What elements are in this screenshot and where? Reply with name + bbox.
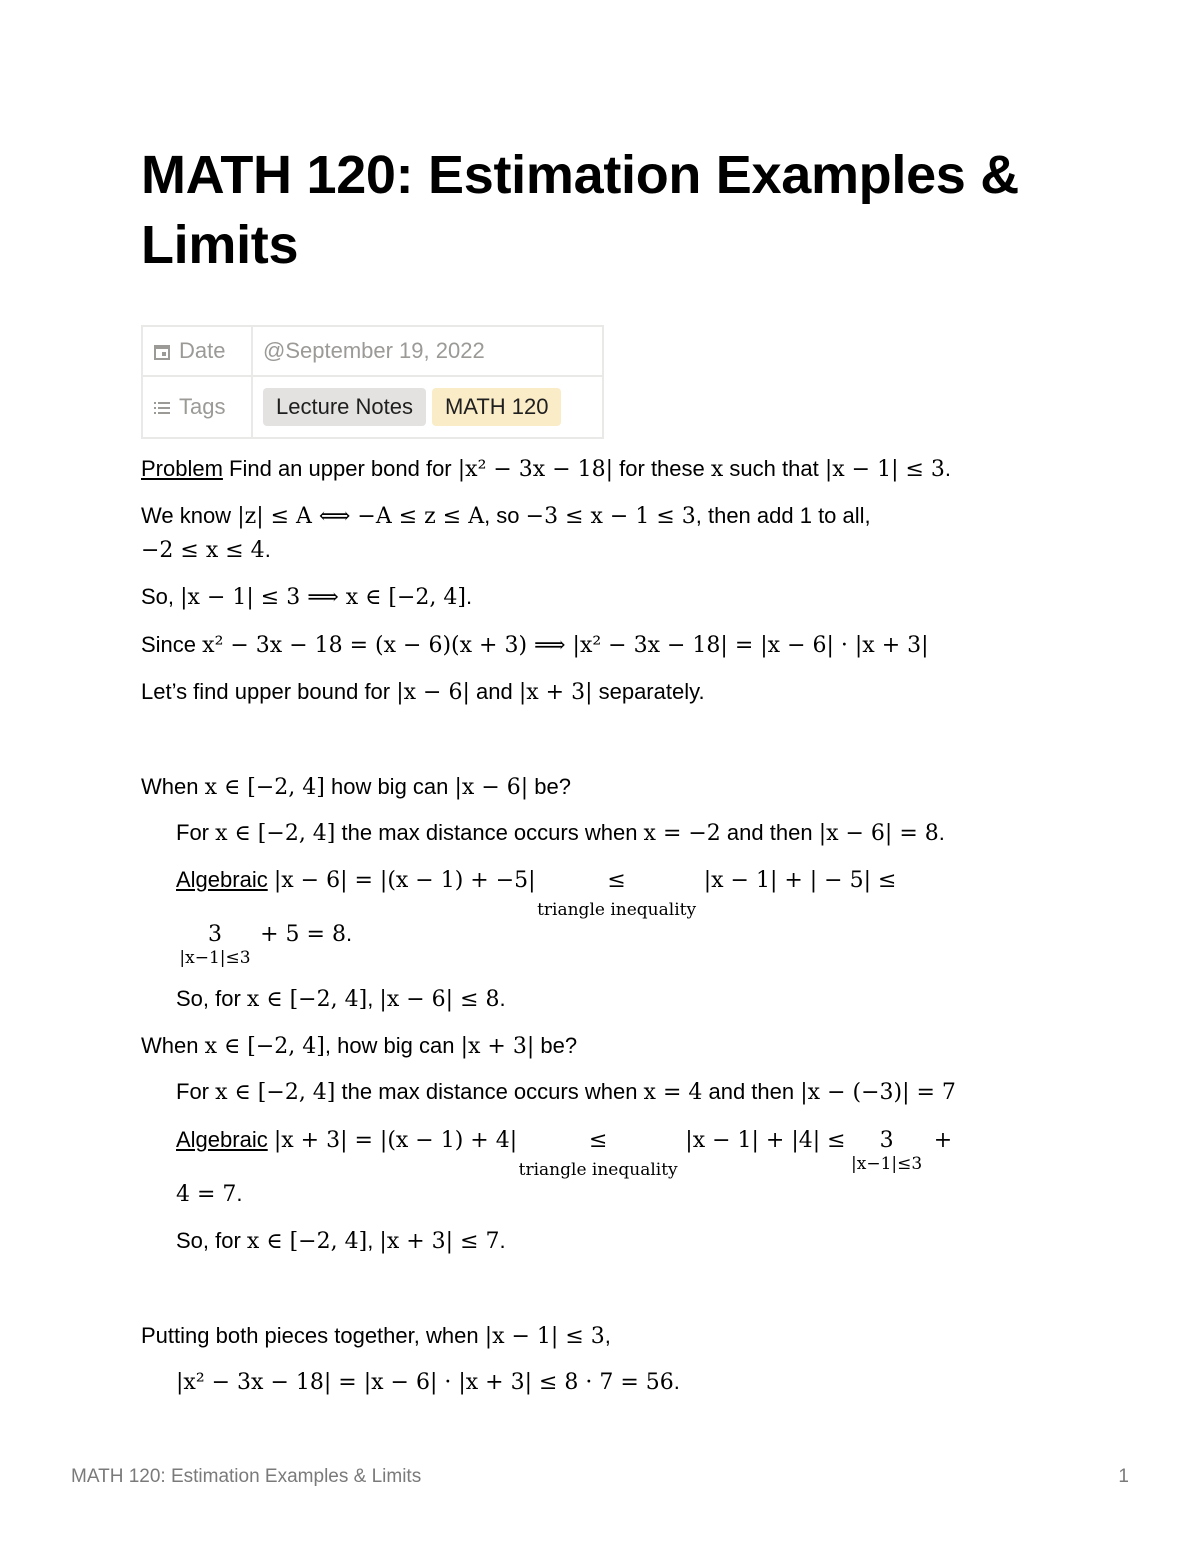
max-distance-2-line: For x ∈ [−2, 4] the max distance occurs when x = 4 and then |x − (−3)| = 7 [176,1079,956,1105]
combine-line: Putting both pieces together, when |x − 1| ≤ 3, [141,1323,611,1349]
properties-table [141,325,604,439]
question-2-line: When x ∈ [−2, 4], how big can |x + 3| be? [141,1033,578,1059]
conclusion-2-line: So, for x ∈ [−2, 4], |x + 3| ≤ 7. [176,1228,506,1254]
problem-line: Problem Find an upper bond for |x² − 3x − 18| for these x such that |x − 1| ≤ 3. [141,456,952,482]
tags-label: Tags [179,394,226,419]
we-know-line: We know |z| ≤ A ⟺ −A ≤ z ≤ A, so −3 ≤ x − 1 ≤ 3, then add 1 to all, [141,503,871,529]
we-know-line-continued: −2 ≤ x ≤ 4. [141,537,271,563]
date-property-row [142,326,603,376]
since-line: Since x² − 3x − 18 = (x − 6)(x + 3) ⟹ |x² − 3x − 18| = |x − 6| · |x + 3| [141,632,929,658]
triangle-inequality-annotation: ≤ triangle inequality [518,1128,678,1180]
date-value[interactable]: @September 19, 2022 [252,326,603,376]
problem-label: Problem [141,456,223,481]
tags-property-key [142,376,252,438]
algebraic-label: Algebraic [176,867,268,892]
tag-lecture-notes[interactable]: Lecture Notes [263,388,426,426]
abs-condition-annotation: 3 |x−1|≤3 [851,1128,923,1174]
list-icon [153,399,171,417]
conclusion-1-line: So, for x ∈ [−2, 4], |x − 6| ≤ 8. [176,986,506,1012]
algebraic-label: Algebraic [176,1127,268,1152]
max-distance-1-line: For x ∈ [−2, 4] the max distance occurs when x = −2 and then |x − 6| = 8. [176,820,945,846]
algebraic-1-line-continued: 3 |x−1|≤3 + 5 = 8. [176,917,352,952]
so-line: So, |x − 1| ≤ 3 ⟹ x ∈ [−2, 4]. [141,584,473,610]
algebraic-1-line: Algebraic |x − 6| = |(x − 1) + −5| ≤ triangle inequality |x − 1| + | − 5| ≤ [176,863,896,898]
triangle-inequality-annotation: ≤ triangle inequality [537,868,697,920]
page-title: MATH 120: Estimation Examples & Limits [141,145,1019,275]
abs-condition-annotation: 3 |x−1|≤3 [179,922,251,968]
find-bounds-line: Let’s find upper bound for |x − 6| and |x + 3| separately. [141,679,705,705]
algebraic-2-line-continued: 4 = 7. [176,1181,243,1207]
footer-title: MATH 120: Estimation Examples & Limits [71,1466,422,1487]
algebraic-2-line: Algebraic |x + 3| = |(x − 1) + 4| ≤ triangle inequality |x − 1| + |4| ≤ 3 |x−1|≤3 + [176,1123,952,1158]
tag-math-120[interactable]: MATH 120 [432,388,562,426]
date-label: Date [179,338,226,363]
calendar-icon [153,343,171,361]
final-result-line: |x² − 3x − 18| = |x − 6| · |x + 3| ≤ 8 · 7 = 56. [176,1369,680,1395]
tags-value [252,376,603,438]
tags-property-row [142,376,603,438]
page-number: 1 [1118,1466,1129,1487]
date-property-key [142,326,252,376]
question-1-line: When x ∈ [−2, 4] how big can |x − 6| be? [141,774,571,800]
